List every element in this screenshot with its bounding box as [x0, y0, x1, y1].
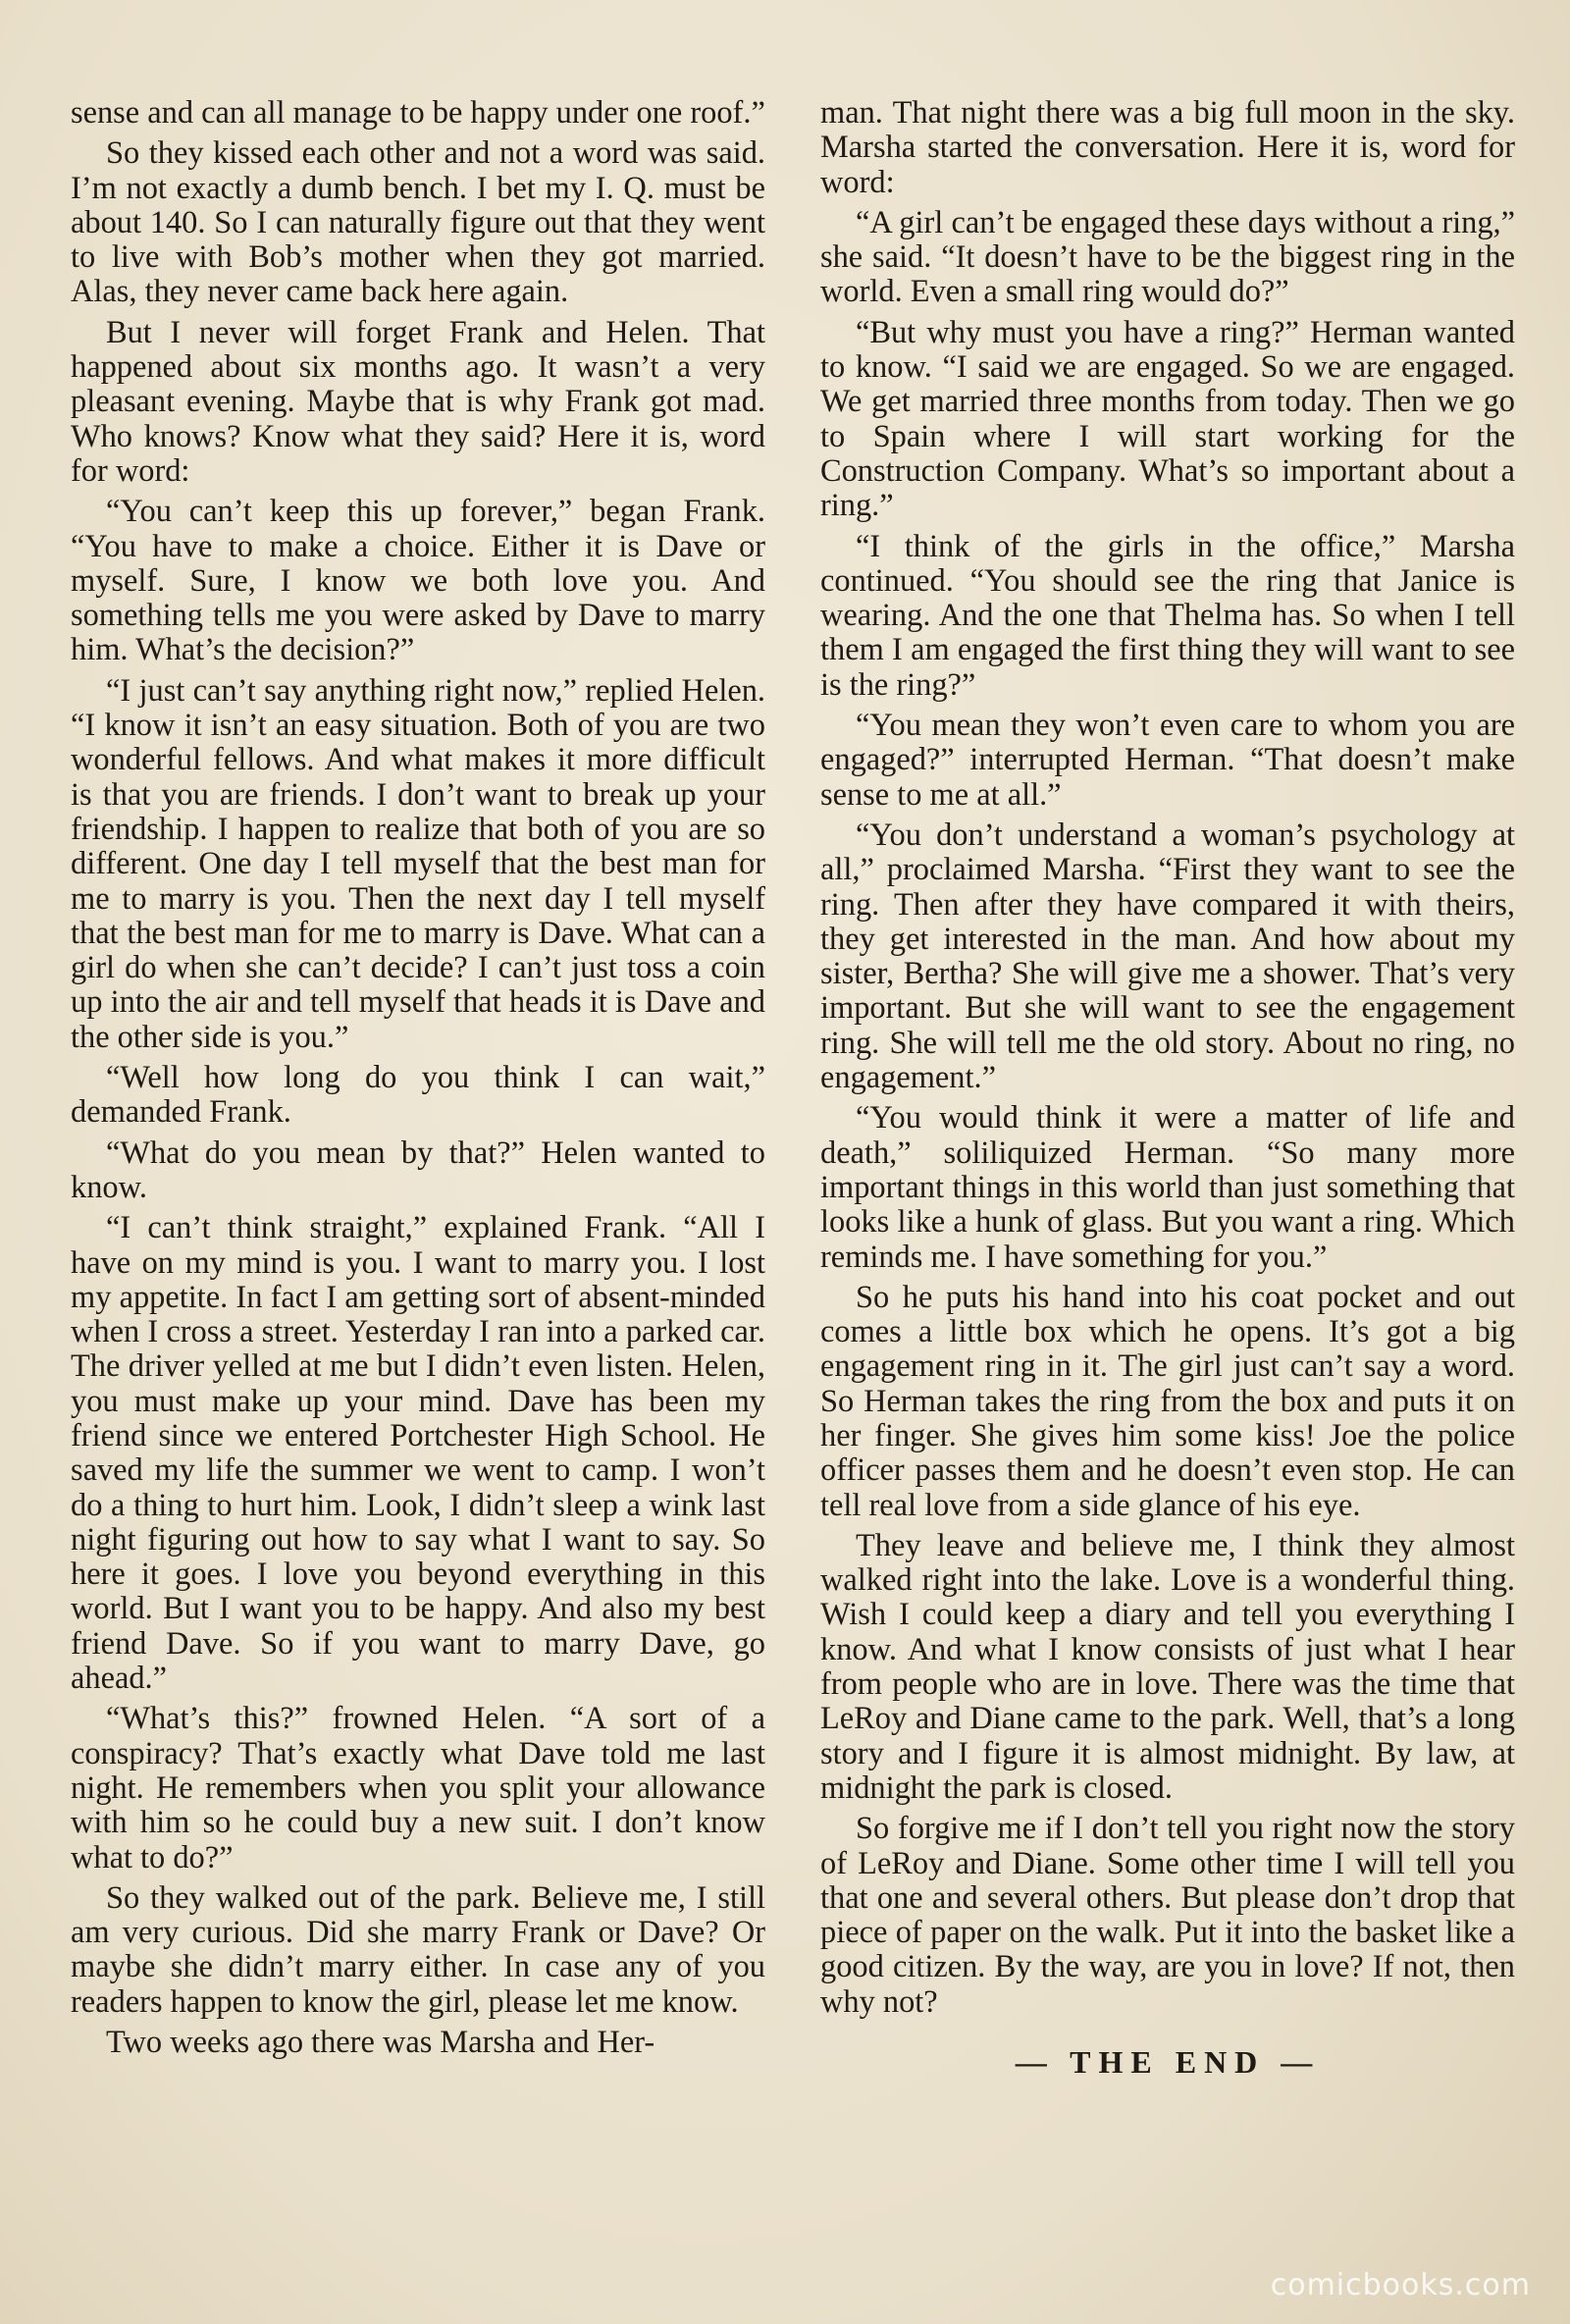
paragraph: So they kissed each other and not a word was said. I’m not exactly a dumb bench. I bet my I. Q. must be about 140. So I can naturally figure out that they went to live with Bob’s mother when they got married. Alas, they never came back here again. — [71, 135, 765, 310]
paragraph: sense and can all manage to be happy under one roof.” — [71, 95, 765, 131]
paragraph: Two weeks ago there was Marsha and Her- — [106, 2025, 655, 2061]
watermark: comicbooks.com — [1270, 2268, 1531, 2302]
paragraph: So they walked out of the park. Believe me, I still am very curious. Did she marry Frank or Dave? Or maybe she didn’t marry either. In case any of you readers happen to know the girl, please let me know. — [71, 1879, 765, 2020]
paragraph: “What do you mean by that?” Helen wanted to know. — [71, 1135, 765, 1205]
paragraph: “You would think it were a matter of life and death,” soliliquized Herman. “So many more important things in this world than just something that looks like a hunk of glass. But you want a ring. Which reminds me. I have something for you.” — [820, 1100, 1515, 1275]
paragraph: “I can’t think straight,” explained Frank. “All I have on my mind is you. I want to marry you. I lost my appetite. In fact I am getting sort of absent-minded when I cross a street. Yesterday I ran into a parked car. The driver yelled at me but I didn’t even listen. Helen, you must make up your mind. Dave has been my friend since we entered Portchester High School. He saved my life the summer we went to camp. I won’t do a thing to hurt him. Look, I didn’t sleep a wink last night figuring out how to say what I want to say. So here it goes. I love you beyond everything in this world. But I want you to be happy. And also my best friend Dave. So if you want to marry Dave, go ahead.” — [71, 1210, 765, 1697]
paragraph: “A girl can’t be engaged these days without a ring,” she said. “It doesn’t have to be the biggest ring in the world. Even a small ring would do?” — [820, 204, 1515, 310]
paragraph: So forgive me if I don’t tell you right now the story of LeRoy and Diane. Some other time I will tell you that one and several others. But please don’t drop that piece of paper on the walk. Put it into the basket like a good citizen. By the way, are you in love? If not, then why not? — [820, 1811, 1515, 2020]
paragraph: “I think of the girls in the office,” Marsha continued. “You should see the ring that Janice is wearing. And the one that Thelma has. So when I tell them I am engaged the first thing they will want to see is the ring?” — [820, 528, 1515, 703]
paragraph: man. That night there was a big full moon in the sky. Marsha started the conversation. Here it is, word for word: — [820, 95, 1515, 200]
paragraph: “What’s this?” frowned Helen. “A sort of a conspiracy? That’s exactly what Dave told me last night. He remembers when you split your allowance with him so he could buy a new suit. I don’t know what to do?” — [71, 1701, 765, 1875]
paragraph: “You can’t keep this up forever,” began Frank. “You have to make a choice. Either it is Dave or myself. Sure, I know we both love you. And something tells me you were asked by Dave to marry him. What’s the decision?” — [71, 494, 765, 668]
paragraph: But I never will forget Frank and Helen. That happened about six months ago. It wasn’t a very pleasant evening. Maybe that is why Frank got mad. Who knows? Know what they said? Here it is, word for word: — [71, 314, 765, 489]
the-end-label: — THE END — — [1015, 2044, 1321, 2081]
paragraph: So he puts his hand into his coat pocket and out comes a little box which he opens. It’s got a big engagement ring in it. The girl just can’t say a word. So Herman takes the ring from the box and puts it on her finger. She gives him some kiss! Joe the police officer passes them and he doesn’t even stop. He can tell real love from a side glance of his eye. — [820, 1279, 1515, 1523]
paragraph: “You mean they won’t even care to whom you are engaged?” interrupted Herman. “That doesn’t make sense to me at all.” — [820, 708, 1515, 813]
paragraph: “I just can’t say anything right now,” replied Helen. “I know it isn’t an easy situation. Both of you are two wonderful fellows. And what makes it more difficult is that you are friends. I don’t want to break up your friendship. I happen to realize that both of you are so different. One day I tell myself that the best man for me to marry is you. Then the next day I tell myself that the best man for me to marry is Dave. What can a girl do when she can’t decide? I can’t just toss a coin up into the air and tell myself that heads it is Dave and the other side is you.” — [71, 672, 765, 1055]
left-column — [71, 96, 765, 2066]
paragraph: “Well how long do you think I can wait,” demanded Frank. — [71, 1060, 765, 1131]
paragraph: “You don’t understand a woman’s psychology at all,” proclaimed Marsha. “First they want to see the ring. Then after they have compared it with theirs, they get interested in the man. And how about my sister, Bertha? She will give me a shower. That’s very important. But she will want to see the engagement ring. She will tell me the old story. About no ring, no engagement.” — [820, 817, 1515, 1096]
paragraph: They leave and believe me, I think they almost walked right into the lake. Love is a wonderful thing. Wish I could keep a diary and tell you everything I know. And what I know consists of just what I hear from people who are in love. There was the time that LeRoy and Diane came to the park. Well, that’s a long story and I figure it is almost midnight. By law, at midnight the park is closed. — [820, 1527, 1515, 1806]
paragraph: “But why must you have a ring?” Herman wanted to know. “I said we are engaged. So we are engaged. We get married three months from today. Then we go to Spain where I will start working for the Construction Company. What’s so important about a ring.” — [820, 314, 1515, 524]
right-column — [820, 96, 1515, 2080]
